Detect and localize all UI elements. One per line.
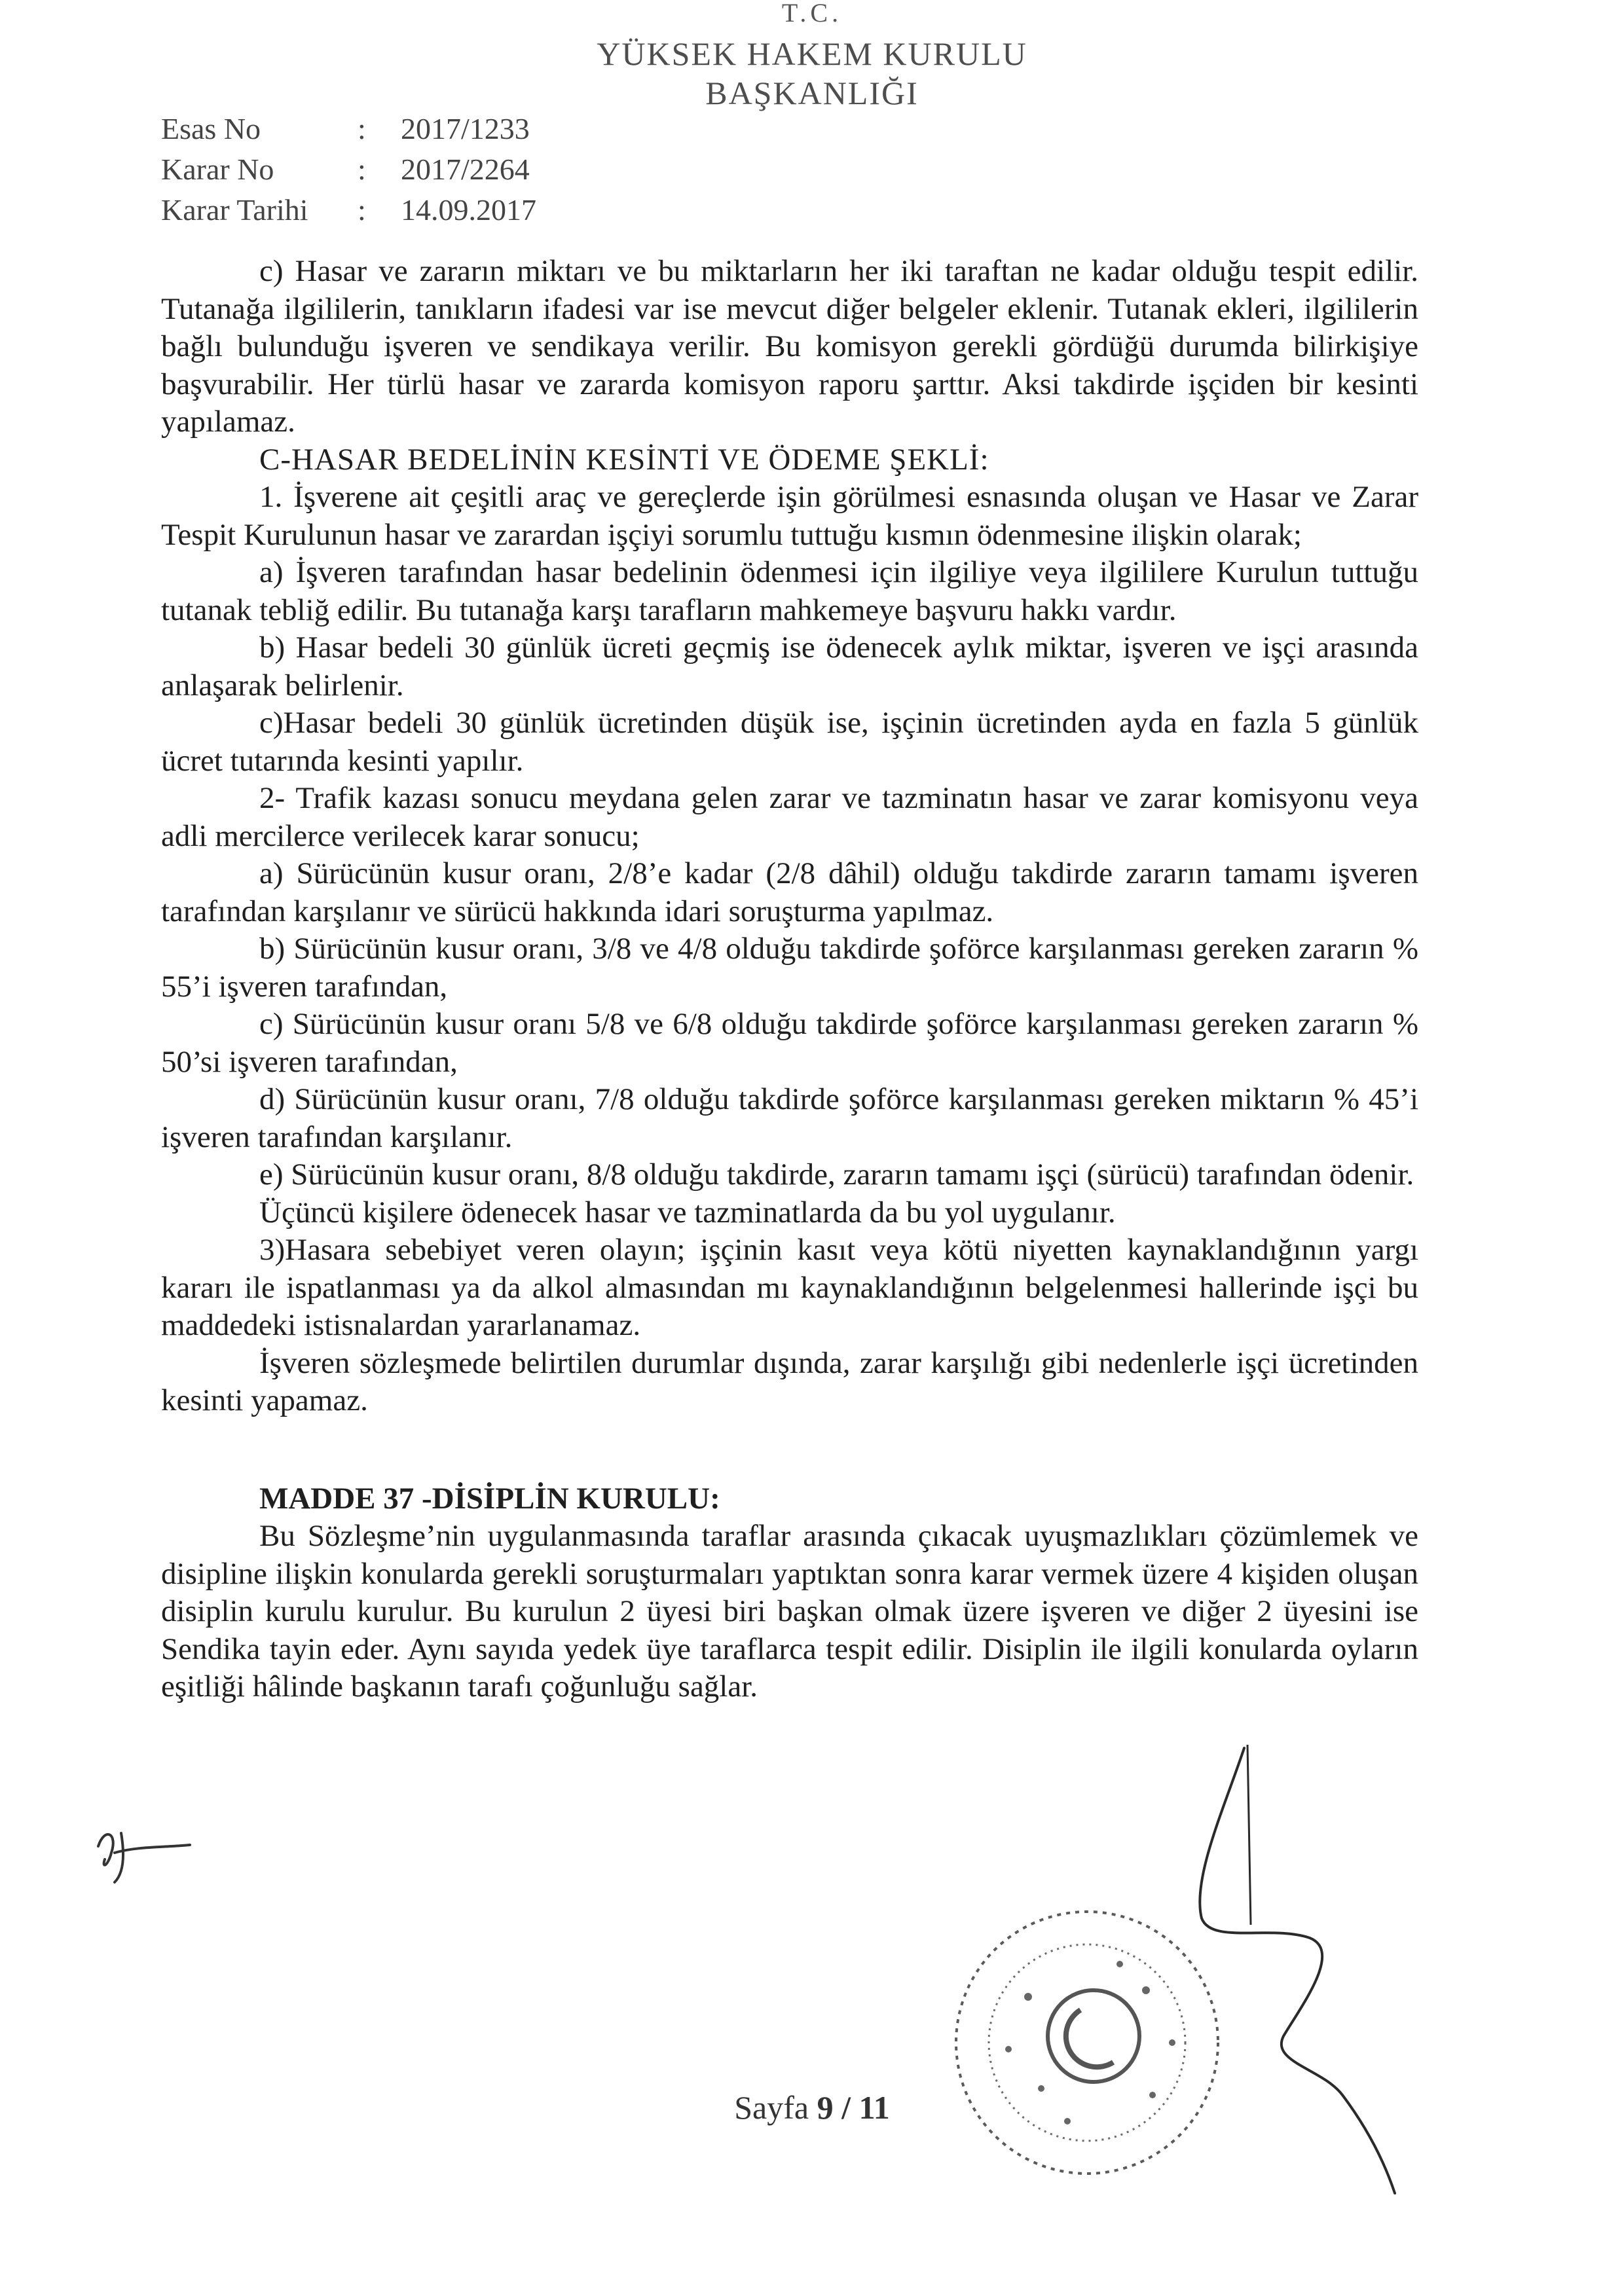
- meta-label: Esas No: [161, 112, 261, 145]
- paragraph-article-37: Bu Sözleşme’nin uygulanmasında taraflar arasında çıkacak uyuşmazlıkları çözümlemek ve disipline ilişkin konularda gerekli soruşturmaları yaptıktan sonra karar vermek üzere 4 kişiden oluşan disiplin kurulu kurulur. Bu kurulun 2 üyesi biri başkan olmak üzere işveren ve diğer 2 üyesini ise Sendika tayin eder. Aynı sayıda yedek üye taraflarca tespit edilir. Disiplin ile ilgili konularda oyların eşitliği hâlinde başkanın tarafı çoğunluğu sağlar.: [161, 1519, 1418, 1704]
- meta-row-esas: [161, 109, 536, 149]
- page-footer: [681, 2088, 943, 2126]
- meta-row-karar: [161, 149, 536, 190]
- initial-signature-icon: [85, 1807, 196, 1892]
- article-37-heading: MADDE 37 -DİSİPLİN KURULU:: [259, 1481, 720, 1516]
- meta-label: Karar No: [161, 153, 274, 186]
- paragraph-2d: d) Sürücünün kusur oranı, 7/8 olduğu takdirde şoförce karşılanması gereken miktarın % 45’i işveren tarafından karşılanır.: [161, 1082, 1418, 1154]
- document-body: [161, 253, 1418, 1706]
- paragraph-isveren: İşveren sözleşmede belirtilen durumlar dışında, zarar karşılığı gibi nedenlerle işçi ücretinden kesinti yapamaz.: [161, 1345, 1418, 1417]
- header-title: YÜKSEK HAKEM KURULU: [597, 35, 1027, 72]
- paragraph-1c: c)Hasar bedeli 30 günlük ücretinden düşük ise, işçinin ücretinden ayda en fazla 5 günlük ücret tutarında kesinti yapılır.: [161, 706, 1418, 778]
- paragraph-3: 3)Hasara sebebiyet veren olayın; işçinin kasıt veya kötü niyetten kaynaklandığının yargı kararı ile ispatlanması ya da alkol almasından mı kaynaklandığının belgelenmesi hallerinde işçi bu maddedeki istisnalardan yararlanamaz.: [161, 1233, 1418, 1342]
- official-seal-icon: [930, 1886, 1244, 2200]
- paragraph-c-hasar: c) Hasar ve zararın miktarı ve bu miktarların her iki taraftan ne kadar olduğu tespit edilir. Tutanağa ilgililerin, tanıkların ifadesi var ise mevcut diğer belgeler eklenir. Tutanak ekleri, ilgililerin bağlı bulunduğu işveren ve sendikaya verilir. Bu komisyon gerekli gördüğü durumda bilirkişiye başvurabilir. Her türlü hasar ve zararda komisyon raporu şarttır. Aksi takdirde işçiden bir kesinti yapılamaz.: [161, 254, 1418, 439]
- case-meta-block: [161, 109, 536, 230]
- meta-row-karar-tarihi: [161, 190, 536, 230]
- meta-value: 2017/1233: [401, 112, 530, 145]
- header-tc-mark: T.C.: [781, 0, 843, 27]
- meta-colon: :: [358, 193, 366, 227]
- paragraph-1a: a) İşveren tarafından hasar bedelinin ödenmesi için ilgiliye veya ilgililere Kurulun tuttuğu tutanak tebliğ edilir. Bu tutanağa karşı tarafların mahkemeye başvuru hakkı vardır.: [161, 555, 1418, 627]
- paragraph-2a: a) Sürücünün kusur oranı, 2/8’e kadar (2/8 dâhil) olduğu takdirde zararın tamamı işveren tarafından karşılanır ve sürücü hakkında idari soruşturma yapılmaz.: [161, 856, 1418, 928]
- page-word: Sayfa: [734, 2089, 809, 2126]
- spacer: [161, 1420, 1418, 1480]
- paragraph-2c: c) Sürücünün kusur oranı 5/8 ve 6/8 olduğu takdirde şoförce karşılanması gereken zararın % 50’si işveren tarafından,: [161, 1007, 1418, 1079]
- meta-colon: :: [358, 153, 366, 186]
- paragraph-1b: b) Hasar bedeli 30 günlük ücreti geçmiş ise ödenecek aylık miktar, işveren ve işçi arasında anlaşarak belirlenir.: [161, 630, 1418, 702]
- header-subtitle: BAŞKANLIĞI: [705, 75, 919, 111]
- meta-label: Karar Tarihi: [161, 193, 308, 227]
- meta-value: 14.09.2017: [401, 193, 536, 227]
- meta-value: 2017/2264: [401, 153, 530, 186]
- paragraph-1: 1. İşverene ait çeşitli araç ve gereçlerde işin görülmesi esnasında oluşan ve Hasar ve Zarar Tespit Kurulunun hasar ve zarardan işçiyi sorumlu tuttuğu kısmın ödenmesine ilişkin olarak;: [161, 480, 1418, 552]
- page-number: 9 / 11: [817, 2089, 890, 2126]
- paragraph-ucuncu-kisiler: Üçüncü kişilere ödenecek hasar ve tazminatlarda da bu yol uygulanır.: [259, 1195, 1116, 1230]
- paragraph-2: 2- Trafik kazası sonucu meydana gelen zarar ve tazminatın hasar ve zarar komisyonu veya adli mercilerce verilecek karar sonucu;: [161, 781, 1418, 853]
- paragraph-2e: e) Sürücünün kusur oranı, 8/8 olduğu takdirde, zararın tamamı işçi (sürücü) tarafından ödenir.: [259, 1157, 1414, 1192]
- meta-colon: :: [358, 112, 366, 145]
- section-heading-c: C-HASAR BEDELİNİN KESİNTİ VE ÖDEME ŞEKLİ:: [259, 442, 989, 477]
- paragraph-2b: b) Sürücünün kusur oranı, 3/8 ve 4/8 olduğu takdirde şoförce karşılanması gereken zararın % 55’i işveren tarafından,: [161, 932, 1418, 1004]
